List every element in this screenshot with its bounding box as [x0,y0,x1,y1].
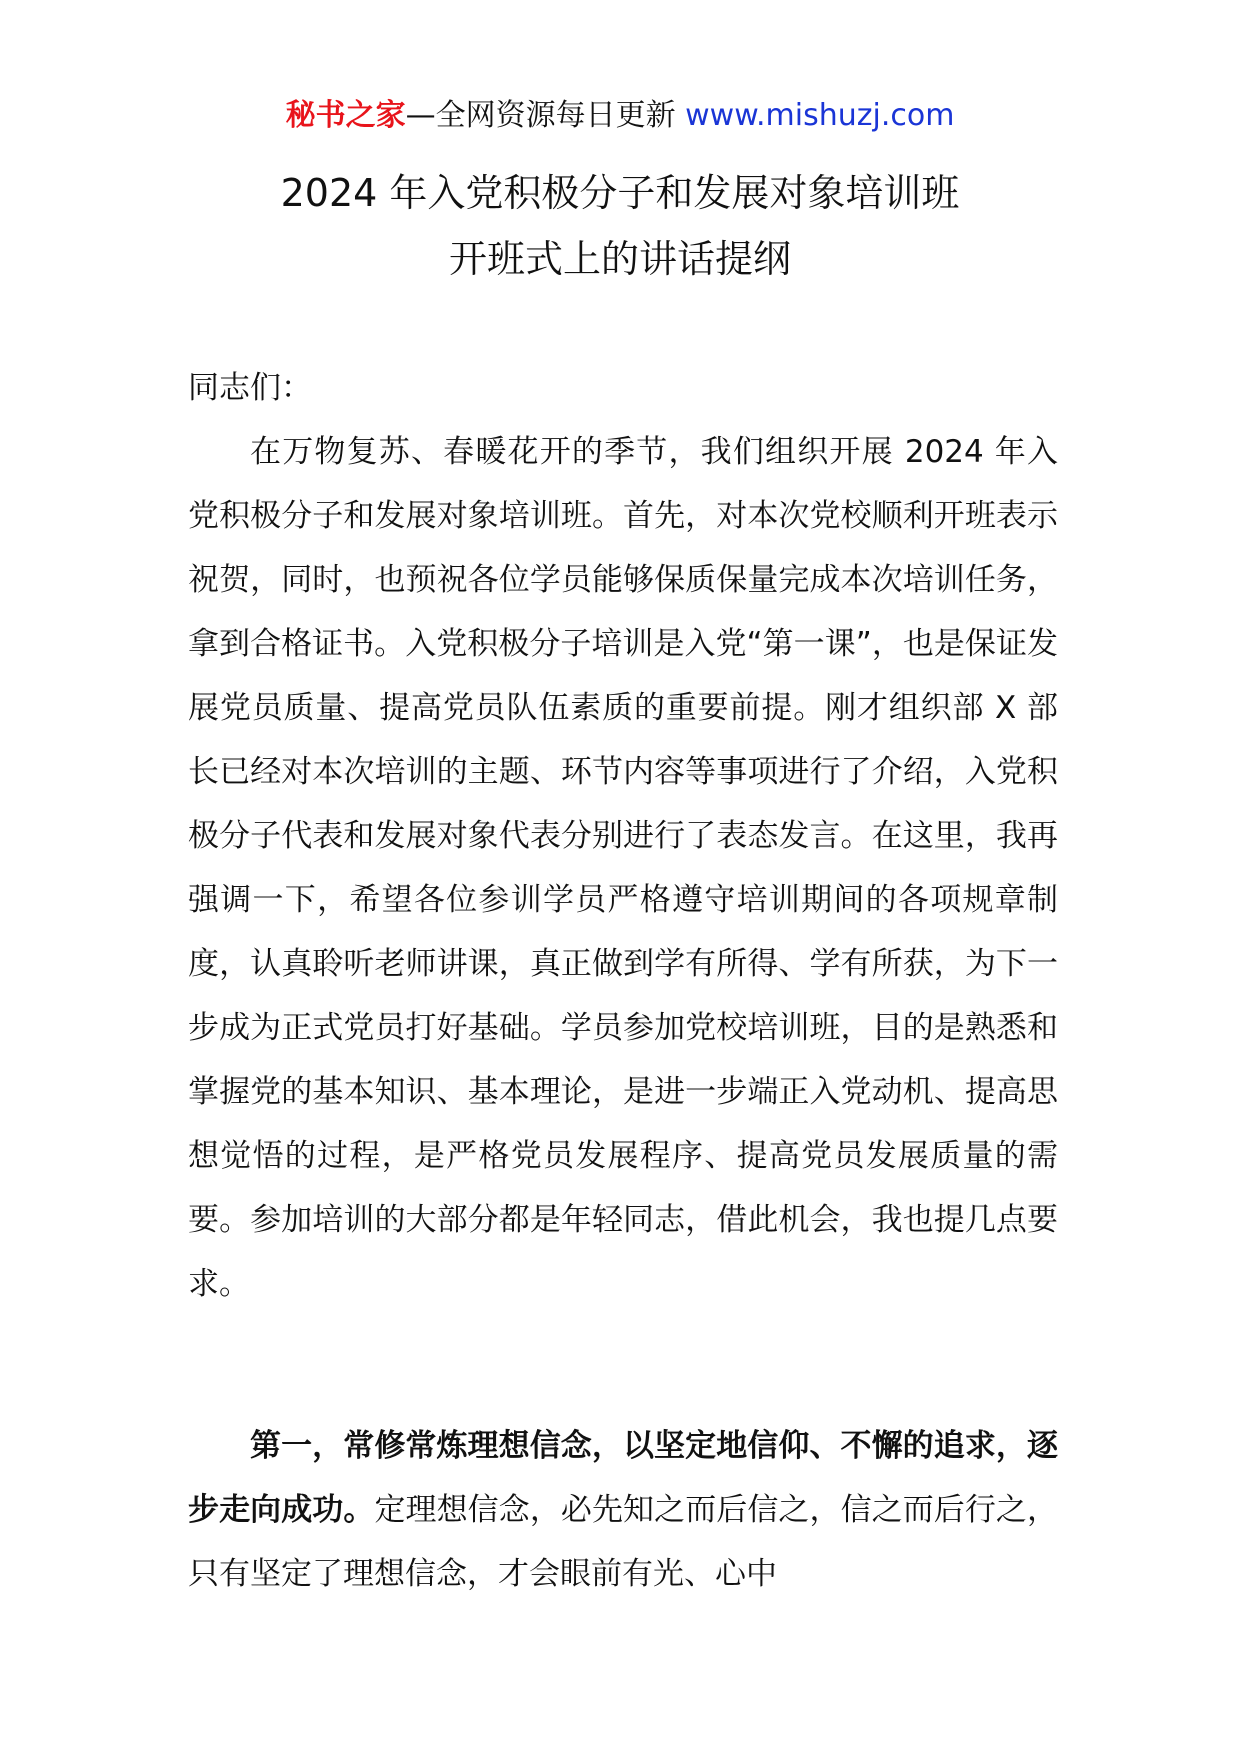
document-title-line-2: 开班式上的讲话提纲 [448,237,791,281]
site-url-link[interactable]: www.mishuzj.com [685,98,955,133]
paragraph-2-lead: 第一，常修常炼理想信念，以坚定地信仰、不懈的追求，逐步走向成功。 [188,1428,1058,1528]
paragraph-1: 在万物复苏、春暖花开的季节，我们组织开展 2024 年入党积极分子和发展对象培训班。首先，对本次党校顺利开班表示祝贺，同时，也预祝各位学员能够保质保量完成本次培训任务，拿到合格证书。入党积极分子培训是入党“第一课”，也是保证发展党员质量、提高党员队伍素质的重要前提。刚才组织部 X 部长已经对本次培训的主题、环节内容等事项进行了介绍，入党积极分子代表和发展对象代表分别进行了表态发言。在这里，我再强调一下，希望各位参训学员严格遵守培训期间的各项规章制度，认真聆听老师讲课，真正做到学有所得、学有所获，为下一步成为正式党员打好基础。学员参加党校培训班，目的是熟悉和掌握党的基本知识、基本理论，是进一步端正入党动机、提高思想觉悟的过程，是严格党员发展程序、提高党员发展质量的需要。参加培训的大部分都是年轻同志，借此机会，我也提几点要求。 [188,434,1058,1302]
document-title-line-1: 2024 年入党积极分子和发展对象培训班 [280,171,960,215]
paragraph-2-body: 定理想信念，必先知之而后信之，信之而后行之，只有坚定了理想信念，才会眼前有光、心中 [188,1492,1059,1592]
paragraph-2 [188,1414,1058,1606]
site-header [0,96,1240,136]
site-brand: 秘书之家 [285,98,406,133]
salutation: 同志们： [188,370,312,406]
site-tagline: —全网资源每日更新 [405,98,676,133]
